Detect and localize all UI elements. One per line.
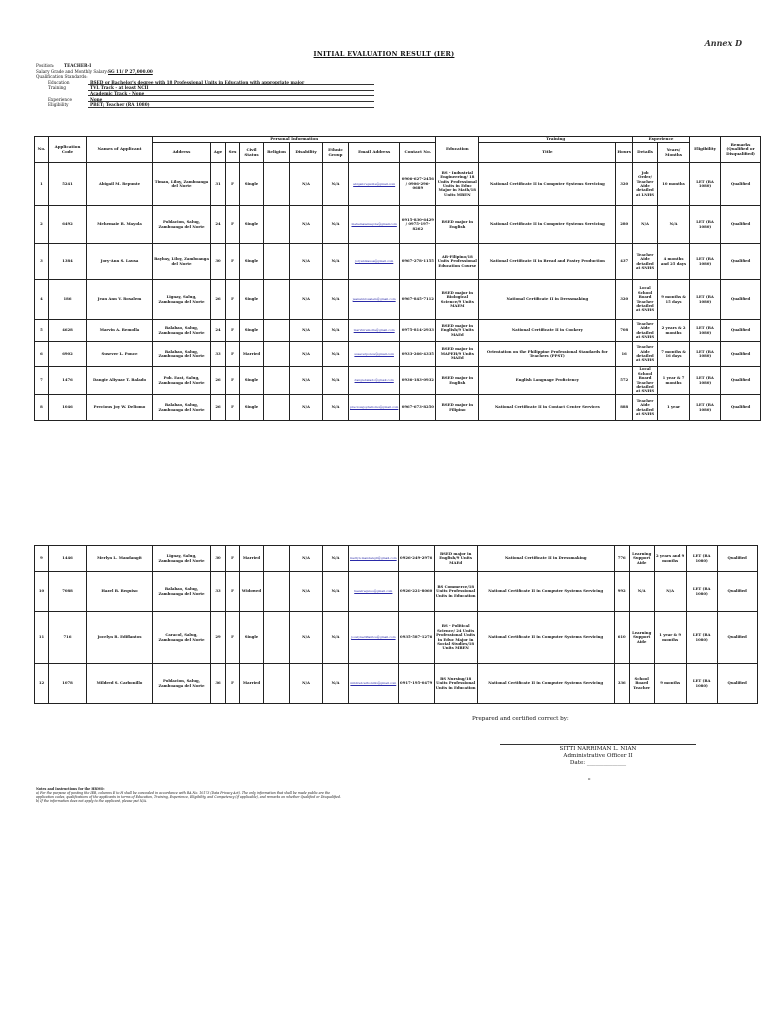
cell-sex: F bbox=[226, 320, 240, 342]
cell-ethnic-group: N/A bbox=[323, 395, 349, 421]
cell-religion bbox=[264, 612, 290, 664]
signatory-position: Administrative Officer II bbox=[563, 752, 633, 759]
cell-civil-status: Single bbox=[240, 163, 264, 206]
cell-application-code: 6902 bbox=[49, 342, 87, 367]
cell-years-months: 1 year bbox=[658, 395, 690, 421]
cell-civil-status: Single bbox=[240, 612, 264, 664]
cell-remarks: Qualified bbox=[717, 664, 757, 704]
cell-religion bbox=[264, 206, 290, 244]
cell-education: BSED major in MAPEH/9 Units MAEd bbox=[436, 342, 479, 367]
document-title: INITIAL EVALUATION RESULT (IER) bbox=[313, 50, 455, 58]
notes-section bbox=[36, 787, 396, 803]
cell-age: 29 bbox=[211, 612, 226, 664]
cell-email[interactable]: preciousjoydeliomo@gmail.com bbox=[349, 395, 400, 421]
cell-age: 33 bbox=[211, 572, 226, 612]
cell-application-code: 1476 bbox=[49, 367, 87, 395]
cell-experience-details: Local School Board Teacher detailed at SNHS bbox=[633, 280, 658, 320]
cell-sex: F bbox=[226, 367, 240, 395]
cell-religion bbox=[264, 342, 290, 367]
position-label: Position: bbox=[36, 63, 55, 68]
cell-training-title: National Certificate II in Cookery bbox=[479, 320, 616, 342]
cell-remarks: Qualified bbox=[721, 280, 761, 320]
cell-experience-details: Learning Support Aide bbox=[629, 546, 654, 572]
cell-sex: F bbox=[226, 612, 240, 664]
cell-application-code: 1384 bbox=[49, 244, 87, 280]
cell-email[interactable]: merlyn.mandangit@gmail.com bbox=[349, 546, 399, 572]
col-address-header: Address bbox=[153, 143, 211, 163]
cell-no: 7 bbox=[35, 367, 49, 395]
cell-eligibility: LET (RA 1080) bbox=[690, 206, 721, 244]
col-years-header: Years/ Months bbox=[658, 143, 690, 163]
cell-eligibility: LET (RA 1080) bbox=[690, 244, 721, 280]
notes-title: Notes and Instructions for the HRMO: bbox=[36, 787, 105, 791]
training-label: Training bbox=[48, 85, 67, 91]
cell-hours: 437 bbox=[616, 244, 633, 280]
cell-application-code: 1446 bbox=[49, 546, 87, 572]
cell-email[interactable]: mehemaiemayola@gmail.com bbox=[349, 206, 400, 244]
experience-label: Experience bbox=[48, 96, 72, 102]
evaluation-table-page-2 bbox=[34, 545, 758, 704]
eligibility-value: PBET; Teacher (RA 1080) bbox=[88, 102, 374, 107]
cell-applicant-name: Jocelyn R. Ediflantos bbox=[87, 612, 153, 664]
cell-education: BSED major in Biological Science/9 Units MAEM bbox=[436, 280, 479, 320]
col-email-header: Email Address bbox=[349, 143, 400, 163]
cell-age: 26 bbox=[211, 367, 226, 395]
cell-address: Balabao, Salug, Zamboanga del Norte bbox=[153, 320, 211, 342]
notes-line-c: b) If the information does not apply to the applicant, please put N/A. bbox=[36, 799, 147, 804]
table-row bbox=[35, 280, 761, 320]
cell-hours: 776 bbox=[614, 546, 629, 572]
eligibility-label: Eligibility bbox=[48, 102, 69, 108]
table-row bbox=[35, 572, 758, 612]
training-value-1: TVL Track - at least NCII bbox=[88, 85, 374, 90]
cell-contact: 0967-673-8250 bbox=[400, 395, 436, 421]
training-group-header: Training bbox=[479, 137, 633, 143]
cell-applicant-name: Merlyn L. Mandangit bbox=[87, 546, 153, 572]
salary-label: Salary Grade and Monthly Salary: bbox=[36, 68, 109, 74]
cell-education: BSED major in English bbox=[436, 367, 479, 395]
cell-experience-details: Teacher Aide detailed at SNHS bbox=[633, 320, 658, 342]
table-row bbox=[35, 612, 758, 664]
col-age-header: Age bbox=[211, 143, 226, 163]
table-row bbox=[35, 206, 761, 244]
cell-civil-status: Single bbox=[240, 244, 264, 280]
cell-age: 30 bbox=[211, 546, 226, 572]
cell-years-months: 1 year & 9 months bbox=[654, 612, 686, 664]
cell-eligibility: LET (RA 1080) bbox=[686, 664, 717, 704]
cell-address: Lignay, Salug, Zamboanga del Norte bbox=[153, 280, 211, 320]
cell-hours: 320 bbox=[616, 280, 633, 320]
cell-religion bbox=[264, 572, 290, 612]
cell-sex: F bbox=[226, 395, 240, 421]
cell-no: 10 bbox=[35, 572, 49, 612]
cell-experience-details: Learning Support Aide bbox=[629, 612, 654, 664]
cell-email[interactable]: suseverponce@gmail.com bbox=[349, 342, 400, 367]
cell-experience-details: Teacher Aide detailed at SNHS bbox=[633, 244, 658, 280]
cell-remarks: Qualified bbox=[717, 546, 757, 572]
cell-hours: 572 bbox=[616, 367, 633, 395]
cell-remarks: Qualified bbox=[721, 244, 761, 280]
cell-eligibility: LET (RA 1080) bbox=[690, 342, 721, 367]
table-row bbox=[35, 395, 761, 421]
cell-contact: 0933-266-4335 bbox=[400, 342, 436, 367]
experience-group-header: Experience bbox=[633, 137, 690, 143]
col-ethnic-header: Ethnic Group bbox=[323, 143, 349, 163]
cell-email[interactable]: joryannlausa@gmail.com bbox=[349, 244, 400, 280]
cell-hours: 336 bbox=[614, 664, 629, 704]
cell-experience-details: Teacher Aide detailed at SNHS bbox=[633, 395, 658, 421]
cell-disability: N/A bbox=[290, 342, 323, 367]
cell-civil-status: Single bbox=[240, 206, 264, 244]
cell-religion bbox=[264, 546, 290, 572]
table-row bbox=[35, 546, 758, 572]
signatory-name: SITTI NARRIMAN L. NIAN bbox=[559, 746, 637, 752]
col-disability-header: Disability bbox=[290, 143, 323, 163]
cell-email[interactable]: mildredcarbonillo@gmail.com bbox=[349, 664, 399, 704]
cell-ethnic-group: N/A bbox=[323, 280, 349, 320]
cell-age: 33 bbox=[211, 342, 226, 367]
cell-contact: 0926-221-8060 bbox=[398, 572, 434, 612]
cell-training-title: National Certificate II in Contact Center Services bbox=[479, 395, 616, 421]
salary-value: SG 11/ P 27,000.00 bbox=[108, 68, 153, 74]
cell-hours: 610 bbox=[614, 612, 629, 664]
cell-no: 2 bbox=[35, 206, 49, 244]
cell-training-title: National Certificate II in Computer Systems Servicing bbox=[477, 572, 614, 612]
cell-applicant-name: Susever L. Ponce bbox=[87, 342, 153, 367]
cell-remarks: Qualified bbox=[721, 395, 761, 421]
cell-application-code: 4628 bbox=[49, 320, 87, 342]
cell-contact: 0906-627-2456 / 0906-296-0689 bbox=[400, 163, 436, 206]
cell-education: BSED major in English/9 Units MAEd bbox=[434, 546, 477, 572]
cell-disability: N/A bbox=[290, 163, 323, 206]
col-religion-header: Religion bbox=[264, 143, 290, 163]
cell-hours: 280 bbox=[616, 206, 633, 244]
cell-no: 9 bbox=[35, 546, 49, 572]
cell-training-title: National Certificate II in Computer Systems Servicing bbox=[477, 612, 614, 664]
cell-experience-details: N/A bbox=[633, 206, 658, 244]
cell-age: 30 bbox=[211, 244, 226, 280]
cell-contact: 0926-249-2976 bbox=[398, 546, 434, 572]
cell-ethnic-group: N/A bbox=[323, 664, 349, 704]
cell-training-title: National Certificate II in Bread and Pastry Production bbox=[479, 244, 616, 280]
experience-value: None bbox=[88, 97, 374, 102]
col-title-header: Title bbox=[479, 143, 616, 163]
cell-years-months: 7 months & 16 days bbox=[658, 342, 690, 367]
cell-civil-status: Single bbox=[240, 280, 264, 320]
cell-education: BS Commerce/18 Units Professional Units in Education bbox=[434, 572, 477, 612]
cell-email[interactable]: jocelynediflantos@gmail.com bbox=[349, 612, 399, 664]
cell-training-title: National Certificate II in Dressmaking bbox=[477, 546, 614, 572]
cell-years-months: 2 years and 9 months bbox=[654, 546, 686, 572]
cell-eligibility: LET (RA 1080) bbox=[686, 546, 717, 572]
cell-applicant-name: Hazel B. Requiso bbox=[87, 572, 153, 612]
cell-experience-details: Job Order/ Teacher Aide detailed at LNHS bbox=[633, 163, 658, 206]
cell-disability: N/A bbox=[290, 612, 323, 664]
cell-years-months: N/A bbox=[658, 206, 690, 244]
cell-eligibility: LET (RA 1080) bbox=[690, 395, 721, 421]
cell-address: Balabao, Salug, Zamboanga del Norte bbox=[153, 572, 211, 612]
cell-sex: F bbox=[226, 280, 240, 320]
cell-education: AB-Filipino/18 Units Professional Education Course bbox=[436, 244, 479, 280]
cell-religion bbox=[264, 395, 290, 421]
cell-years-months: 4 months and 25 days bbox=[658, 244, 690, 280]
cell-religion bbox=[264, 367, 290, 395]
cell-eligibility: LET (RA 1080) bbox=[690, 163, 721, 206]
cell-hours: 320 bbox=[616, 163, 633, 206]
cell-years-months: 2 years & 2 months bbox=[658, 320, 690, 342]
cell-civil-status: Single bbox=[240, 320, 264, 342]
cell-contact: 0936-183-0932 bbox=[400, 367, 436, 395]
cell-sex: F bbox=[226, 206, 240, 244]
cell-ethnic-group: N/A bbox=[323, 244, 349, 280]
cell-address: Poblacion, Salug, Zamboanga del Norte bbox=[153, 664, 211, 704]
cell-training-title: National Certificate II in Computer Systems Servicing bbox=[479, 206, 616, 244]
cell-contact: 0975-814-2933 bbox=[400, 320, 436, 342]
cell-civil-status: Married bbox=[240, 342, 264, 367]
cell-experience-details: Teacher Aide detailed at SNHS bbox=[633, 342, 658, 367]
cell-education: BS Nursing/18 Units Professional Units in Education bbox=[434, 664, 477, 704]
cell-remarks: Qualified bbox=[721, 320, 761, 342]
table-row bbox=[35, 320, 761, 342]
cell-disability: N/A bbox=[290, 572, 323, 612]
cell-applicant-name: Precious Joy W. Deliomo bbox=[87, 395, 153, 421]
cell-years-months: N/A bbox=[654, 572, 686, 612]
col-contact-header: Contact No. bbox=[400, 143, 436, 163]
col-eligibility-header: Eligibility bbox=[690, 137, 721, 163]
cell-training-title: National Certificate II in Computer Systems Servicing bbox=[479, 163, 616, 206]
cell-education: BSED major in English/9 Units MAEd bbox=[436, 320, 479, 342]
cell-training-title: National Certificate II in Dressmaking bbox=[479, 280, 616, 320]
cell-disability: N/A bbox=[290, 244, 323, 280]
cell-no: 5 bbox=[35, 320, 49, 342]
cell-no: 3 bbox=[35, 244, 49, 280]
col-name-header: Names of Applicant bbox=[87, 137, 153, 163]
cell-hours: 888 bbox=[616, 395, 633, 421]
cell-remarks: Qualified bbox=[721, 206, 761, 244]
cell-no: 12 bbox=[35, 664, 49, 704]
cell-civil-status: Married bbox=[240, 546, 264, 572]
table-row bbox=[35, 244, 761, 280]
cell-application-code: 186 bbox=[49, 280, 87, 320]
cell-address: Caracol, Salug, Zamboanga del Norte bbox=[153, 612, 211, 664]
cell-remarks: Qualified bbox=[721, 367, 761, 395]
cell-religion bbox=[264, 244, 290, 280]
cell-sex: F bbox=[226, 342, 240, 367]
col-education-header: Education bbox=[436, 137, 479, 163]
cell-eligibility: LET (RA 1080) bbox=[690, 280, 721, 320]
cell-no: 11 bbox=[35, 612, 49, 664]
cell-years-months: 9 months & 15 days bbox=[658, 280, 690, 320]
cell-applicant-name: Marvin A. Remolla bbox=[87, 320, 153, 342]
cell-address: Lignay, Salug, Zamboanga del Norte bbox=[153, 546, 211, 572]
cell-religion bbox=[264, 163, 290, 206]
cell-age: 24 bbox=[211, 320, 226, 342]
cell-experience-details: School Board Teacher bbox=[629, 664, 654, 704]
prepared-by-label: Prepared and certified correct by: bbox=[472, 716, 569, 722]
cell-remarks: Qualified bbox=[721, 163, 761, 206]
cell-ethnic-group: N/A bbox=[323, 612, 349, 664]
cell-sex: F bbox=[226, 664, 240, 704]
cell-eligibility: LET (RA 1080) bbox=[686, 572, 717, 612]
cell-remarks: Qualified bbox=[717, 612, 757, 664]
cell-email[interactable]: hazelrequiso@gmail.com bbox=[349, 572, 399, 612]
cell-disability: N/A bbox=[290, 320, 323, 342]
signatory-date: Date: ______________ bbox=[569, 759, 627, 766]
col-hours-header: Hours bbox=[616, 143, 633, 163]
cell-age: 24 bbox=[211, 206, 226, 244]
cell-sex: F bbox=[226, 546, 240, 572]
education-value: BSED or Bachelor's degree with 18 Professional Units in Education with appropriate major bbox=[88, 80, 374, 85]
cell-email[interactable]: jeanannrosalem@gmail.com bbox=[349, 280, 400, 320]
cell-disability: N/A bbox=[290, 546, 323, 572]
cell-application-code: 6492 bbox=[49, 206, 87, 244]
cell-contact: 0967-845-7112 bbox=[400, 280, 436, 320]
cell-ethnic-group: N/A bbox=[323, 342, 349, 367]
cell-religion bbox=[264, 280, 290, 320]
col-remarks-header: Remarks (Qualified or Disqualified) bbox=[721, 137, 761, 163]
small-mark: o bbox=[588, 776, 591, 781]
table-row bbox=[35, 664, 758, 704]
cell-age: 26 bbox=[211, 395, 226, 421]
cell-education: BSED major in Filipino bbox=[436, 395, 479, 421]
cell-ethnic-group: N/A bbox=[323, 546, 349, 572]
cell-training-title: National Certificate II in Computer Systems Servicing bbox=[477, 664, 614, 704]
cell-ethnic-group: N/A bbox=[323, 367, 349, 395]
cell-experience-details: Local School Board Teacher detailed at SNHS bbox=[633, 367, 658, 395]
cell-address: Pob. East, Salug, Zamboanga del Norte bbox=[153, 367, 211, 395]
cell-remarks: Qualified bbox=[717, 572, 757, 612]
signatory-block bbox=[500, 744, 696, 766]
cell-hours: 992 bbox=[614, 572, 629, 612]
cell-sex: F bbox=[226, 163, 240, 206]
cell-education: BS - Political Science/ 24 Units Professional Units in Educ Major in Social Studies/18 Units MBEN bbox=[434, 612, 477, 664]
cell-address: Balabao, Salug, Zamboanga del Norte bbox=[153, 395, 211, 421]
cell-disability: N/A bbox=[290, 206, 323, 244]
education-label: Education bbox=[48, 79, 70, 85]
cell-no: 1 bbox=[35, 163, 49, 206]
notes-line-b: application codes, qualifications of the applicants in terms of Education, Training, Experience, Eligibility, and Competency (if applicable), and remarks on whether Qualified or Disqualified. bbox=[36, 795, 342, 800]
cell-application-code: 1046 bbox=[49, 395, 87, 421]
cell-civil-status: Widowed bbox=[240, 572, 264, 612]
cell-civil-status: Single bbox=[240, 367, 264, 395]
cell-ethnic-group: N/A bbox=[323, 206, 349, 244]
col-civil-header: Civil Status bbox=[240, 143, 264, 163]
cell-address: Baybay, Liloy, Zamboanga del Norte bbox=[153, 244, 211, 280]
table-row bbox=[35, 163, 761, 206]
cell-ethnic-group: N/A bbox=[323, 320, 349, 342]
cell-application-code: 5241 bbox=[49, 163, 87, 206]
cell-education: BSED major in English bbox=[436, 206, 479, 244]
cell-application-code: 7088 bbox=[49, 572, 87, 612]
cell-age: 36 bbox=[211, 664, 226, 704]
personal-info-group-header: Personal Information bbox=[153, 137, 436, 143]
cell-email[interactable]: dangiebalado@gmail.com bbox=[349, 367, 400, 395]
cell-contact: 0967-278-1155 bbox=[400, 244, 436, 280]
annex-label: Annex D bbox=[704, 38, 742, 48]
evaluation-table-page-1 bbox=[34, 136, 761, 421]
cell-sex: F bbox=[226, 244, 240, 280]
cell-address: Poblacion, Salug, Zamboanga del Norte bbox=[153, 206, 211, 244]
cell-applicant-name: Jean Ann V. Rosalem bbox=[87, 280, 153, 320]
notes-line-a: a) For the purpose of posting the IER, columns E to H shall be concealed in accordance with RA No. 10173 (Data Privacy Act). The only information that shall be made public are the bbox=[36, 791, 331, 796]
cell-address: Balabao, Salug, Zamboanga del Norte bbox=[153, 342, 211, 367]
cell-years-months: 9 months bbox=[654, 664, 686, 704]
cell-eligibility: LET (RA 1080) bbox=[686, 612, 717, 664]
cell-applicant-name: Jory-Ann S. Lausa bbox=[87, 244, 153, 280]
cell-age: 26 bbox=[211, 280, 226, 320]
cell-training-title: English Language Proficiency bbox=[479, 367, 616, 395]
col-details-header: Details bbox=[633, 143, 658, 163]
cell-ethnic-group: N/A bbox=[323, 163, 349, 206]
cell-eligibility: LET (RA 1080) bbox=[690, 320, 721, 342]
cell-disability: N/A bbox=[290, 367, 323, 395]
cell-experience-details: N/A bbox=[629, 572, 654, 612]
cell-applicant-name: Mildred S. Carbonillo bbox=[87, 664, 153, 704]
cell-no: 8 bbox=[35, 395, 49, 421]
cell-sex: F bbox=[226, 572, 240, 612]
cell-ethnic-group: N/A bbox=[323, 572, 349, 612]
cell-years-months: 10 months bbox=[658, 163, 690, 206]
position-value: TEACHER-I bbox=[64, 63, 92, 68]
cell-applicant-name: Abigail M. Repunte bbox=[87, 163, 153, 206]
cell-no: 4 bbox=[35, 280, 49, 320]
col-code-header: Application Code bbox=[49, 137, 87, 163]
cell-disability: N/A bbox=[290, 395, 323, 421]
cell-application-code: 716 bbox=[49, 612, 87, 664]
table-row bbox=[35, 342, 761, 367]
standards-label: Qualification Standards: bbox=[36, 74, 88, 80]
cell-civil-status: Married bbox=[240, 664, 264, 704]
cell-education: BS - Industrial Engineering/ 18 Units Professional Units in Educ Major in Math/18 Units MBEN bbox=[436, 163, 479, 206]
cell-hours: 16 bbox=[616, 342, 633, 367]
cell-disability: N/A bbox=[290, 664, 323, 704]
cell-eligibility: LET (RA 1080) bbox=[690, 367, 721, 395]
table-row bbox=[35, 367, 761, 395]
cell-hours: 708 bbox=[616, 320, 633, 342]
cell-application-code: 1078 bbox=[49, 664, 87, 704]
cell-years-months: 1 year & 7 months bbox=[658, 367, 690, 395]
cell-applicant-name: Mehemaie R. Mayola bbox=[87, 206, 153, 244]
cell-contact: 0935-587-1276 bbox=[398, 612, 434, 664]
cell-applicant-name: Dangie Aliyuae T. Balado bbox=[87, 367, 153, 395]
cell-age: 31 bbox=[211, 163, 226, 206]
cell-no: 6 bbox=[35, 342, 49, 367]
cell-email[interactable]: abigail.repunte@gmail.com bbox=[349, 163, 400, 206]
cell-religion bbox=[264, 664, 290, 704]
col-no-header: No. bbox=[35, 137, 49, 163]
cell-training-title: Orientation on the Philippine Professional Standards for Teachers (PPST) bbox=[479, 342, 616, 367]
cell-email[interactable]: marvinremolla@gmail.com bbox=[349, 320, 400, 342]
cell-address: Timan, Liloy, Zamboanga del Norte bbox=[153, 163, 211, 206]
cell-contact: 0915-830-6429 / 0975-197-8262 bbox=[400, 206, 436, 244]
col-sex-header: Sex bbox=[226, 143, 240, 163]
cell-religion bbox=[264, 320, 290, 342]
cell-contact: 0917-195-0479 bbox=[398, 664, 434, 704]
training-value-2: Academic Track - None bbox=[88, 91, 374, 96]
cell-remarks: Qualified bbox=[721, 342, 761, 367]
cell-civil-status: Single bbox=[240, 395, 264, 421]
cell-disability: N/A bbox=[290, 280, 323, 320]
